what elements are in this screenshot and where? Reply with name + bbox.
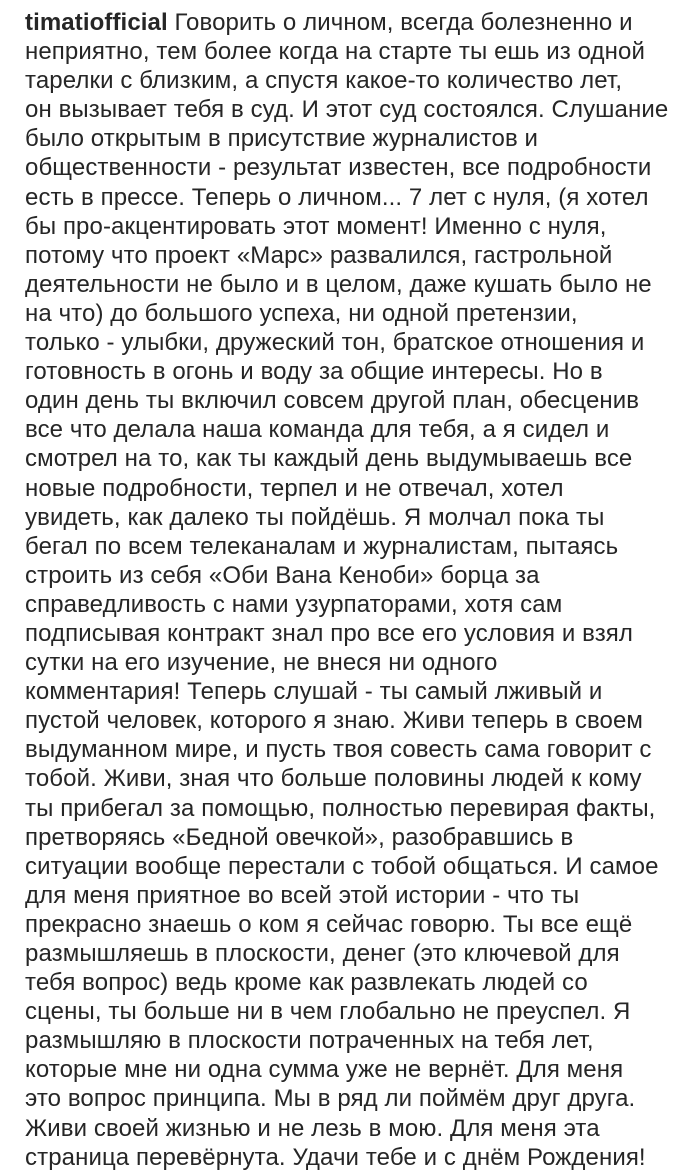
caption-line: бегал по всем телеканалам и журналистам, пытаясь — [25, 532, 619, 560]
caption-text-start: Говорить о личном, всегда болезненно и — [174, 9, 633, 36]
caption-line: справедливость с нами узурпаторами, хотя сам — [25, 590, 563, 618]
caption-line: бы про-акцентировать этот момент! Именно с нуля, — [25, 212, 607, 240]
caption-line: деятельности не было и в целом, даже кушать было не — [25, 270, 652, 298]
caption-line: было открытым в присутствие журналистов и — [25, 125, 539, 153]
caption-line: потому что проект «Марс» развалился, гастрольной — [25, 241, 613, 269]
caption-line: сутки на его изучение, не внеся ни одного — [25, 649, 498, 677]
caption-line: строить из себя «Оби Вана Кеноби» борца за — [25, 561, 540, 589]
caption-line: неприятно, тем более когда на старте ты ешь из одной — [25, 38, 645, 66]
username-link[interactable]: timatiofficial — [25, 9, 168, 36]
caption-line: тебя вопрос) ведь кроме как развлекать людей со — [25, 969, 588, 997]
caption-line: все что делала наша команда для тебя, а я сидел и — [25, 416, 610, 444]
caption-line: претворяясь «Бедной овечкой», разобравшись в — [25, 823, 574, 851]
caption-line: Живи своей жизнью и не лезь в мою. Для меня эта — [25, 1114, 600, 1142]
caption-line: ситуации вообще перестали с тобой общаться. И самое — [25, 852, 659, 880]
caption-line: на что) до большого успеха, ни одной претензии, — [25, 299, 578, 327]
caption-line: он вызывает тебя в суд. И этот суд состоялся. Слушание — [25, 96, 669, 124]
caption-line: только - улыбки, дружеский тон, братское отношения и — [25, 329, 645, 357]
caption-line: новые подробности, терпел и не отвечал, хотел — [25, 474, 564, 502]
caption-line: прекрасно знаешь о ком я сейчас говорю. Ты все ещё — [25, 910, 633, 938]
caption-line: комментария! Теперь слушай - ты самый лживый и — [25, 678, 603, 706]
caption-line: смотрел на то, как ты каждый день выдумываешь все — [25, 445, 633, 473]
caption-line — [25, 8, 684, 37]
caption-line: сцены, ты больше ни в чем глобально не преуспел. Я — [25, 998, 631, 1026]
caption-line: страница перевёрнута. Удачи тебе и с днём Рождения! — [25, 1143, 646, 1171]
caption-line: это вопрос принципа. Мы в ряд ли поймём друг друга. — [25, 1085, 636, 1113]
caption-line: тобой. Живи, зная что больше половины людей к кому — [25, 765, 642, 793]
caption-line: ты прибегал за помощью, полностью перевирая факты, — [25, 794, 656, 822]
caption-line: для меня приятное во всей этой истории - что ты — [25, 881, 580, 909]
caption-line: размышляешь в плоскости, денег (это ключевой для — [25, 940, 620, 967]
caption-line: тарелки с близким, а спустя какое-то количество лет, — [25, 67, 623, 95]
caption-line: общественности - результат известен, все подробности — [25, 154, 652, 182]
caption-line: один день ты включил совсем другой план, обесценив — [25, 387, 640, 415]
caption-line: готовность в огонь и воду за общие интересы. Но в — [25, 358, 603, 386]
caption-line: увидеть, как далеко ты пойдёшь. Я молчал пока ты — [25, 503, 605, 531]
caption-line: пустой человек, которого я знаю. Живи теперь в своем — [25, 707, 644, 735]
caption-line: размышляю в плоскости потраченных на тебя лет, — [25, 1027, 594, 1055]
caption-line: выдуманном мире, и пусть твоя совесть сама говорит с — [25, 736, 652, 764]
caption-line: подписывая контракт знал про все его условия и взял — [25, 619, 634, 647]
caption-body — [25, 37, 684, 1172]
caption-line: которые мне ни одна сумма уже не вернёт. Для меня — [25, 1056, 624, 1084]
caption-line: есть в прессе. Теперь о личном... 7 лет с нуля, (я хотел — [25, 183, 649, 211]
